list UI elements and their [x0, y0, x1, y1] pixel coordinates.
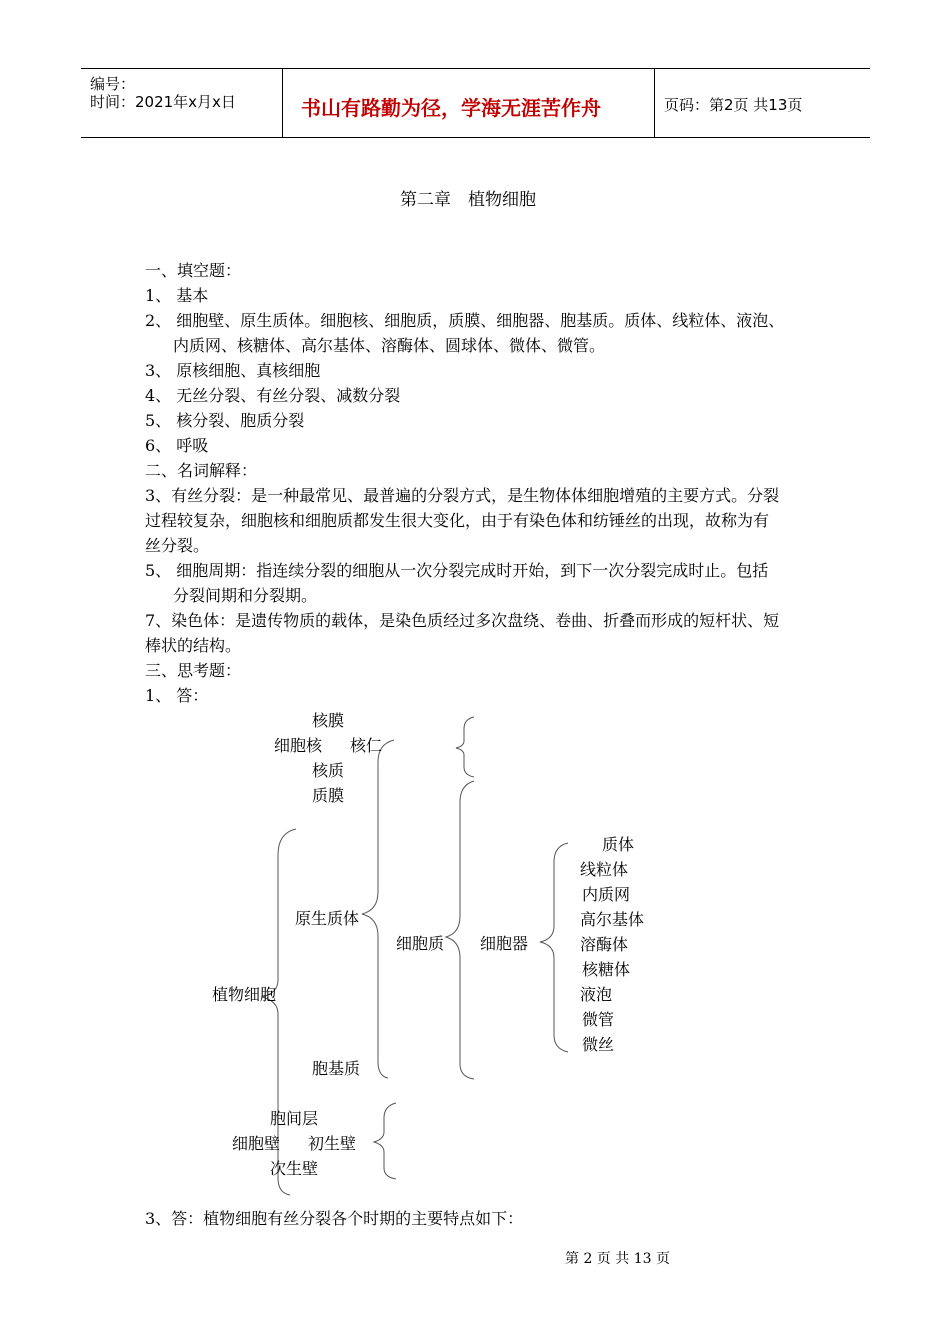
answer-line: 6、 呼吸	[145, 436, 209, 455]
definition-line: 3、有丝分裂：是一种最常见、最普遍的分裂方式，是生物体体细胞增殖的主要方式。分裂	[145, 486, 780, 505]
definition-line: 5、 细胞周期：指连续分裂的细胞从一次分裂完成时开始，到下一次分裂完成时止。包括	[145, 561, 769, 580]
organelle-item: 核糖体	[582, 960, 631, 979]
definition-line: 过程较复杂，细胞核和细胞质都发生很大变化，由于有染色体和纺锤丝的出现，故称为有	[145, 511, 770, 530]
label-nucleolus: 核仁	[350, 736, 383, 755]
brace-cell-wall	[374, 1103, 396, 1179]
answer-line: 3、 原核细胞、真核细胞	[145, 361, 321, 380]
label-protoplast: 原生质体	[295, 909, 360, 928]
definition-line: 7、染色体：是遗传物质的载体，是染色质经过多次盘绕、卷曲、折叠而形成的短杆状、短	[145, 611, 780, 630]
organelle-item: 高尔基体	[580, 910, 645, 929]
brace-organelle	[540, 843, 568, 1052]
page-footer: 第 2 页 共 13 页	[565, 1251, 670, 1267]
document-date-label: 时间：2021年x月x日	[90, 93, 236, 111]
organelle-item: 溶酶体	[580, 935, 629, 954]
question-3-answer: 3、答：植物细胞有丝分裂各个时期的主要特点如下：	[145, 1209, 524, 1228]
section-terms-heading: 二、名词解释：	[145, 461, 258, 480]
label-organelle: 细胞器	[480, 934, 529, 953]
definition-line: 分裂间期和分裂期。	[173, 586, 318, 605]
label-secondary-wall: 次生壁	[270, 1159, 319, 1178]
organelle-item: 微丝	[582, 1035, 615, 1054]
section-thinking-heading: 三、思考题：	[145, 661, 242, 680]
organelle-item: 质体	[602, 835, 635, 854]
answer-line: 1、 基本	[145, 286, 209, 305]
answer-line: 5、 核分裂、胞质分裂	[145, 411, 305, 430]
chapter-title: 第二章 植物细胞	[400, 190, 536, 210]
brace-nucleus	[456, 717, 474, 777]
header-motto: 书山有路勤为径，学海无涯苦作舟	[301, 96, 601, 120]
label-cytosol: 胞基质	[312, 1059, 361, 1078]
header-page-label: 页码：第2页 共13页	[664, 96, 803, 114]
answer-line: 2、 细胞壁、原生质体。细胞核、细胞质，质膜、细胞器、胞基质。质体、线粒体、液泡、	[145, 311, 785, 330]
answer-line: 内质网、核糖体、高尔基体、溶酶体、圆球体、微体、微管。	[173, 336, 606, 355]
label-nucleoplasm: 核质	[312, 761, 345, 780]
organelle-item: 线粒体	[580, 860, 629, 879]
organelle-item: 液泡	[580, 985, 613, 1004]
label-cell-wall: 细胞壁	[232, 1134, 281, 1153]
organelle-item: 微管	[582, 1010, 615, 1029]
brace-protoplast	[362, 740, 394, 1078]
answer-line: 1、 答：	[145, 686, 209, 705]
label-primary-wall: 初生壁	[308, 1134, 357, 1153]
label-nuclear-envelope: 核膜	[312, 711, 345, 730]
label-plant-cell: 植物细胞	[212, 985, 277, 1004]
document-number-label: 编号：	[90, 75, 136, 93]
label-nucleus: 细胞核	[274, 736, 323, 755]
definition-line: 棒状的结构。	[145, 636, 242, 655]
section-fill-blank-heading: 一、填空题：	[145, 261, 242, 280]
definition-line: 丝分裂。	[145, 536, 210, 555]
label-middle-lamella: 胞间层	[270, 1109, 319, 1128]
organelle-item: 内质网	[582, 885, 631, 904]
label-plasma-membrane: 质膜	[312, 786, 345, 805]
brace-cytoplasm	[446, 781, 474, 1079]
answer-line: 4、 无丝分裂、有丝分裂、减数分裂	[145, 386, 401, 405]
label-cytoplasm: 细胞质	[396, 934, 445, 953]
